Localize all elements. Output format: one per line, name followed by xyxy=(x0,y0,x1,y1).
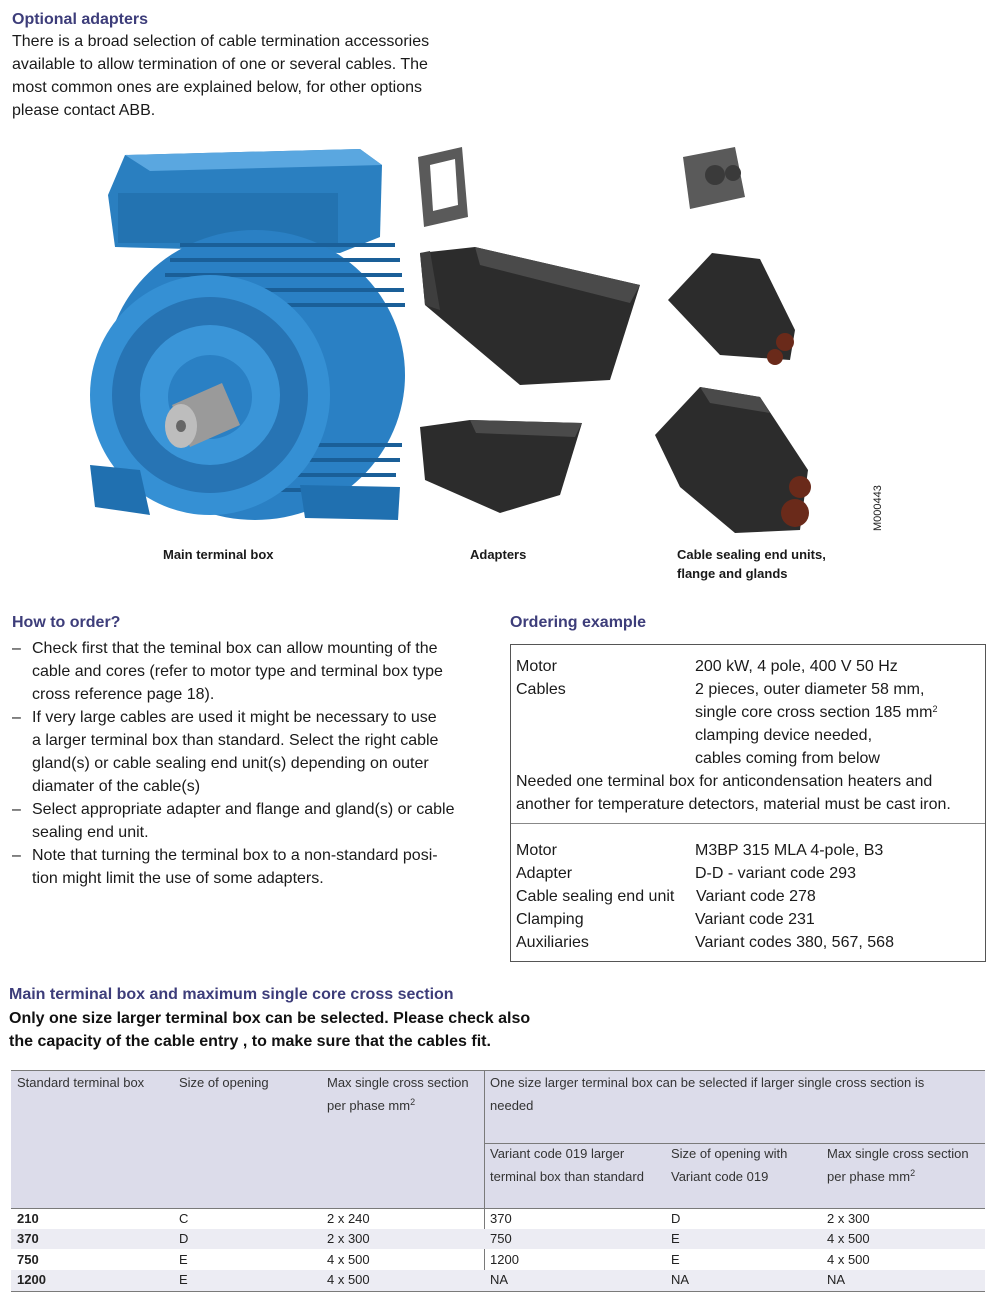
superscript: 2 xyxy=(932,704,938,714)
figure-code-text: M000443 xyxy=(872,485,884,531)
list-item-line: a larger terminal box than standard. Select the right cable xyxy=(32,732,439,749)
list-item-line: sealing end unit. xyxy=(32,824,149,841)
header-standard-box: Standard terminal box xyxy=(17,1075,145,1090)
table-cell: 2 x 300 xyxy=(827,1211,870,1226)
list-item-line: Note that turning the terminal box to a non-standard posi- xyxy=(32,847,438,864)
example-value: M3BP 315 MLA 4-pole, B3 xyxy=(695,842,884,859)
list-item-line: If very large cables are used it might be necessary to use xyxy=(32,709,437,726)
header-size-with: Variant code 019 xyxy=(671,1169,769,1184)
product-illustration xyxy=(0,135,1000,585)
table-cell: NA xyxy=(827,1272,846,1287)
table-cell: NA xyxy=(490,1272,509,1287)
header-text: per phase mm xyxy=(827,1169,911,1184)
table-subheading xyxy=(9,1007,989,1053)
table-cell: 750 xyxy=(17,1252,39,1267)
table-cell: 210 xyxy=(17,1211,39,1226)
example-value: D-D - variant code 293 xyxy=(695,865,856,882)
header-size-with: Size of opening with xyxy=(671,1146,788,1161)
list-item xyxy=(12,637,497,706)
ordering-example-heading: Ordering example xyxy=(510,614,647,631)
table-rule xyxy=(11,1291,985,1292)
table-heading: Main terminal box and maximum single core cross section xyxy=(9,986,454,1003)
example-value: cables coming from below xyxy=(695,750,880,767)
example-value: 200 kW, 4 pole, 400 V 50 Hz xyxy=(695,658,898,675)
intro-heading: Optional adapters xyxy=(12,11,149,28)
table-cell: 4 x 500 xyxy=(827,1252,870,1267)
header-max-cross: Max single cross section xyxy=(327,1075,469,1090)
example-value: clamping device needed, xyxy=(695,727,873,744)
bullet-dash: – xyxy=(12,847,21,864)
terminal-box-table xyxy=(11,1070,985,1292)
header-max-cross xyxy=(327,1094,415,1117)
intro-line: please contact ABB. xyxy=(12,102,156,119)
table-cell: 4 x 500 xyxy=(327,1252,370,1267)
example-divider xyxy=(511,823,985,824)
table-cell: E xyxy=(671,1231,680,1246)
example-value-text: single core cross section 185 mm xyxy=(695,704,933,721)
header-text: per phase mm xyxy=(327,1098,411,1113)
intro-section xyxy=(12,10,482,122)
table-cell: 370 xyxy=(490,1211,512,1226)
table-cell: E xyxy=(671,1252,680,1267)
header-size-opening: Size of opening xyxy=(179,1075,269,1090)
bullet-dash: – xyxy=(12,709,21,726)
figure-code xyxy=(866,475,890,531)
list-item-line: Select appropriate adapter and flange and gland(s) or cable xyxy=(32,801,455,818)
ordering-example-section xyxy=(510,613,988,962)
header-max-cross-b: Max single cross section xyxy=(827,1146,969,1161)
caption-main-terminal-box: Main terminal box xyxy=(163,547,274,562)
sealing-parts xyxy=(655,147,811,533)
intro-line: There is a broad selection of cable termination accessories xyxy=(12,33,430,50)
caption-adapters: Adapters xyxy=(470,547,527,562)
caption-sealing-line2: flange and glands xyxy=(677,566,788,581)
example-key: Adapter xyxy=(516,865,573,882)
table-cell: D xyxy=(671,1211,681,1226)
table-cell: NA xyxy=(671,1272,690,1287)
product-figure xyxy=(0,135,1000,585)
superscript: 2 xyxy=(410,1097,416,1107)
table-cell: D xyxy=(179,1231,189,1246)
table-cell: 1200 xyxy=(490,1252,519,1267)
header-group: One size larger terminal box can be selected if larger single cross section is xyxy=(490,1075,925,1090)
list-item-line: cross reference page 18). xyxy=(32,686,215,703)
example-key: Auxiliaries xyxy=(516,934,589,951)
table-cell: 1200 xyxy=(17,1272,46,1287)
ordering-example-box xyxy=(510,644,986,962)
header-max-cross-b xyxy=(827,1165,915,1188)
example-value: 2 pieces, outer diameter 58 mm, xyxy=(695,681,925,698)
table-cell: 4 x 500 xyxy=(827,1231,870,1246)
example-key: Motor xyxy=(516,658,557,675)
header-group: needed xyxy=(490,1098,534,1113)
header-variant: Variant code 019 larger xyxy=(490,1146,625,1161)
table-cell: C xyxy=(179,1211,189,1226)
list-item-line: diamater of the cable(s) xyxy=(32,778,201,795)
bullet-dash: – xyxy=(12,801,21,818)
example-key: Clamping xyxy=(516,911,584,928)
table-cell: E xyxy=(179,1272,188,1287)
example-key: Cable sealing end unit xyxy=(516,888,675,905)
list-item-line: gland(s) or cable sealing end unit(s) depending on outer xyxy=(32,755,429,772)
table-cell: 2 x 300 xyxy=(327,1231,370,1246)
example-value: Variant code 278 xyxy=(696,888,816,905)
table-cell: 370 xyxy=(17,1231,39,1246)
bullet-dash: – xyxy=(12,640,21,657)
motor-illustration xyxy=(90,149,405,520)
table-subheading-line: the capacity of the cable entry , to make sure that the cables fit. xyxy=(9,1033,491,1050)
table-subheading-line: Only one size larger terminal box can be selected. Please check also xyxy=(9,1010,531,1027)
caption-sealing-line1: Cable sealing end units, xyxy=(677,547,826,562)
list-item-line: tion might limit the use of some adapters. xyxy=(32,870,324,887)
how-to-order-list xyxy=(12,637,497,890)
table-cell: 750 xyxy=(490,1231,512,1246)
how-to-order-heading: How to order? xyxy=(12,614,121,631)
intro-line: available to allow termination of one or several cables. The xyxy=(12,56,428,73)
list-item-line: Check first that the teminal box can allow mounting of the xyxy=(32,640,438,657)
example-value: Variant code 231 xyxy=(695,911,815,928)
list-item xyxy=(12,844,497,890)
example-note: Needed one terminal box for anticondensation heaters and xyxy=(516,773,933,790)
example-note: another for temperature detectors, material must be cast iron. xyxy=(516,796,951,813)
how-to-order-section xyxy=(12,613,497,890)
intro-line: most common ones are explained below, for other options xyxy=(12,79,423,96)
list-item-line: cable and cores (refer to motor type and terminal box type xyxy=(32,663,443,680)
superscript: 2 xyxy=(910,1168,916,1178)
table-cell: E xyxy=(179,1252,188,1267)
header-variant: terminal box than standard xyxy=(490,1169,644,1184)
table-cell: 2 x 240 xyxy=(327,1211,370,1226)
example-key: Motor xyxy=(516,842,557,859)
list-item xyxy=(12,798,497,844)
terminal-box-table-section xyxy=(9,985,989,1053)
example-value xyxy=(695,701,937,724)
table-cell: 4 x 500 xyxy=(327,1272,370,1287)
table-divider xyxy=(484,1070,485,1292)
adapter-parts xyxy=(418,147,640,513)
example-key: Cables xyxy=(516,681,566,698)
list-item xyxy=(12,706,497,798)
example-value: Variant codes 380, 567, 568 xyxy=(695,934,894,951)
